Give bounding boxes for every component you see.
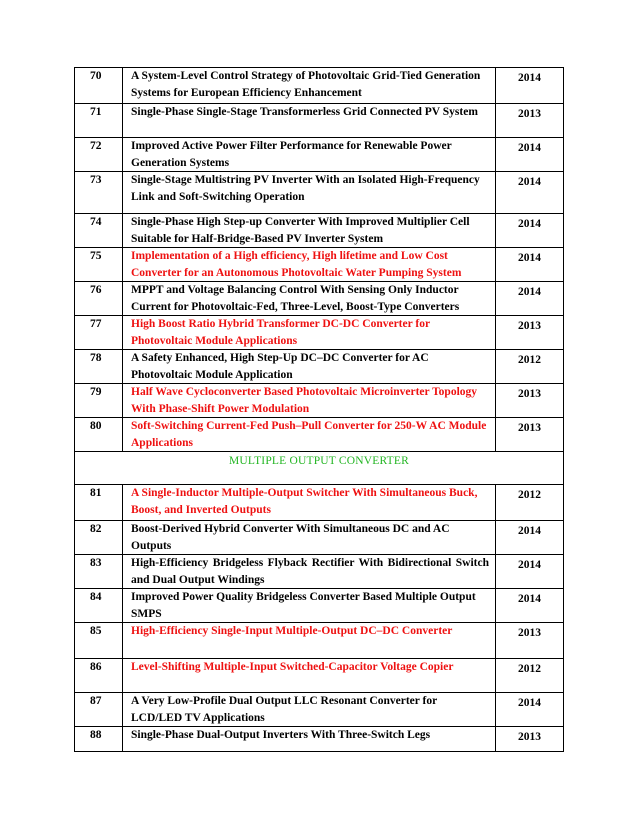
project-title: High-Efficiency Single-Input Multiple-Output DC–DC Converter [123,623,496,659]
table-row [75,485,564,521]
publication-year: 2012 [496,350,564,384]
publication-year: 2013 [496,104,564,138]
row-number: 84 [75,589,123,623]
publication-year: 2014 [496,214,564,248]
row-number: 86 [75,659,123,693]
table-row [75,282,564,316]
table-section-photovoltaic [75,68,564,452]
table-row [75,248,564,282]
table-row [75,316,564,350]
project-title: Boost-Derived Hybrid Converter With Simultaneous DC and AC Outputs [123,521,496,555]
project-title: Single-Stage Multistring PV Inverter With an Isolated High-Frequency Link and Soft-Switching Operation [123,172,496,214]
table-row [75,589,564,623]
row-number: 82 [75,521,123,555]
project-title: Soft-Switching Current-Fed Push–Pull Converter for 250-W AC Module Applications [123,418,496,452]
table-row [75,555,564,589]
project-title: Half Wave Cycloconverter Based Photovoltaic Microinverter Topology With Phase-Shift Power Modulation [123,384,496,418]
publication-year: 2014 [496,693,564,727]
publication-year: 2014 [496,521,564,555]
row-number: 76 [75,282,123,316]
table-row [75,623,564,659]
table-row [75,104,564,138]
publication-year: 2014 [496,138,564,172]
publication-year: 2014 [496,248,564,282]
row-number: 70 [75,68,123,104]
project-title: Improved Power Quality Bridgeless Converter Based Multiple Output SMPS [123,589,496,623]
publication-year: 2013 [496,727,564,752]
project-title: High-Efficiency Bridgeless Flyback Rectifier With Bidirectional Switch and Dual Output Windings [123,555,496,589]
table-row [75,693,564,727]
publication-year: 2014 [496,282,564,316]
table-row [75,214,564,248]
project-title: MPPT and Voltage Balancing Control With Sensing Only Inductor Current for Photovoltaic-Fed, Three-Level, Boost-Type Converters [123,282,496,316]
project-title: Single-Phase High Step-up Converter With Improved Multiplier Cell Suitable for Half-Bridge-Based PV Inverter System [123,214,496,248]
publication-year: 2012 [496,485,564,521]
table-row [75,659,564,693]
row-number: 74 [75,214,123,248]
row-number: 77 [75,316,123,350]
table-section-heading [75,452,564,485]
publication-year: 2013 [496,418,564,452]
project-title: A Single-Inductor Multiple-Output Switcher With Simultaneous Buck, Boost, and Inverted Outputs [123,485,496,521]
project-title: Single-Phase Dual-Output Inverters With Three-Switch Legs [123,727,496,752]
publication-year: 2013 [496,384,564,418]
row-number: 87 [75,693,123,727]
row-number: 83 [75,555,123,589]
table-row [75,418,564,452]
project-title: High Boost Ratio Hybrid Transformer DC-DC Converter for Photovoltaic Module Applications [123,316,496,350]
project-title: Implementation of a High efficiency, High lifetime and Low Cost Converter for an Autonomous Photovoltaic Water Pumping System [123,248,496,282]
project-title: A Safety Enhanced, High Step-Up DC–DC Converter for AC Photovoltaic Module Application [123,350,496,384]
project-title: Improved Active Power Filter Performance for Renewable Power Generation Systems [123,138,496,172]
table-row [75,68,564,104]
row-number: 78 [75,350,123,384]
row-number: 79 [75,384,123,418]
project-table [74,67,564,752]
row-number: 81 [75,485,123,521]
table-row [75,727,564,752]
table-row [75,350,564,384]
project-title: A Very Low-Profile Dual Output LLC Resonant Converter for LCD/LED TV Applications [123,693,496,727]
table-row [75,138,564,172]
project-title: Single-Phase Single-Stage Transformerless Grid Connected PV System [123,104,496,138]
section-heading: MULTIPLE OUTPUT CONVERTER [75,452,564,485]
row-number: 80 [75,418,123,452]
section-heading-row [75,452,564,485]
row-number: 85 [75,623,123,659]
row-number: 88 [75,727,123,752]
table-section-multiple-output [75,485,564,752]
publication-year: 2013 [496,316,564,350]
publication-year: 2014 [496,555,564,589]
table-row [75,521,564,555]
table-row [75,172,564,214]
row-number: 71 [75,104,123,138]
publication-year: 2014 [496,68,564,104]
project-title: A System-Level Control Strategy of Photovoltaic Grid-Tied Generation Systems for European Efficiency Enhancement [123,68,496,104]
publication-year: 2013 [496,623,564,659]
publication-year: 2012 [496,659,564,693]
row-number: 72 [75,138,123,172]
row-number: 75 [75,248,123,282]
row-number: 73 [75,172,123,214]
table-row [75,384,564,418]
publication-year: 2014 [496,172,564,214]
publication-year: 2014 [496,589,564,623]
project-title: Level-Shifting Multiple-Input Switched-Capacitor Voltage Copier [123,659,496,693]
